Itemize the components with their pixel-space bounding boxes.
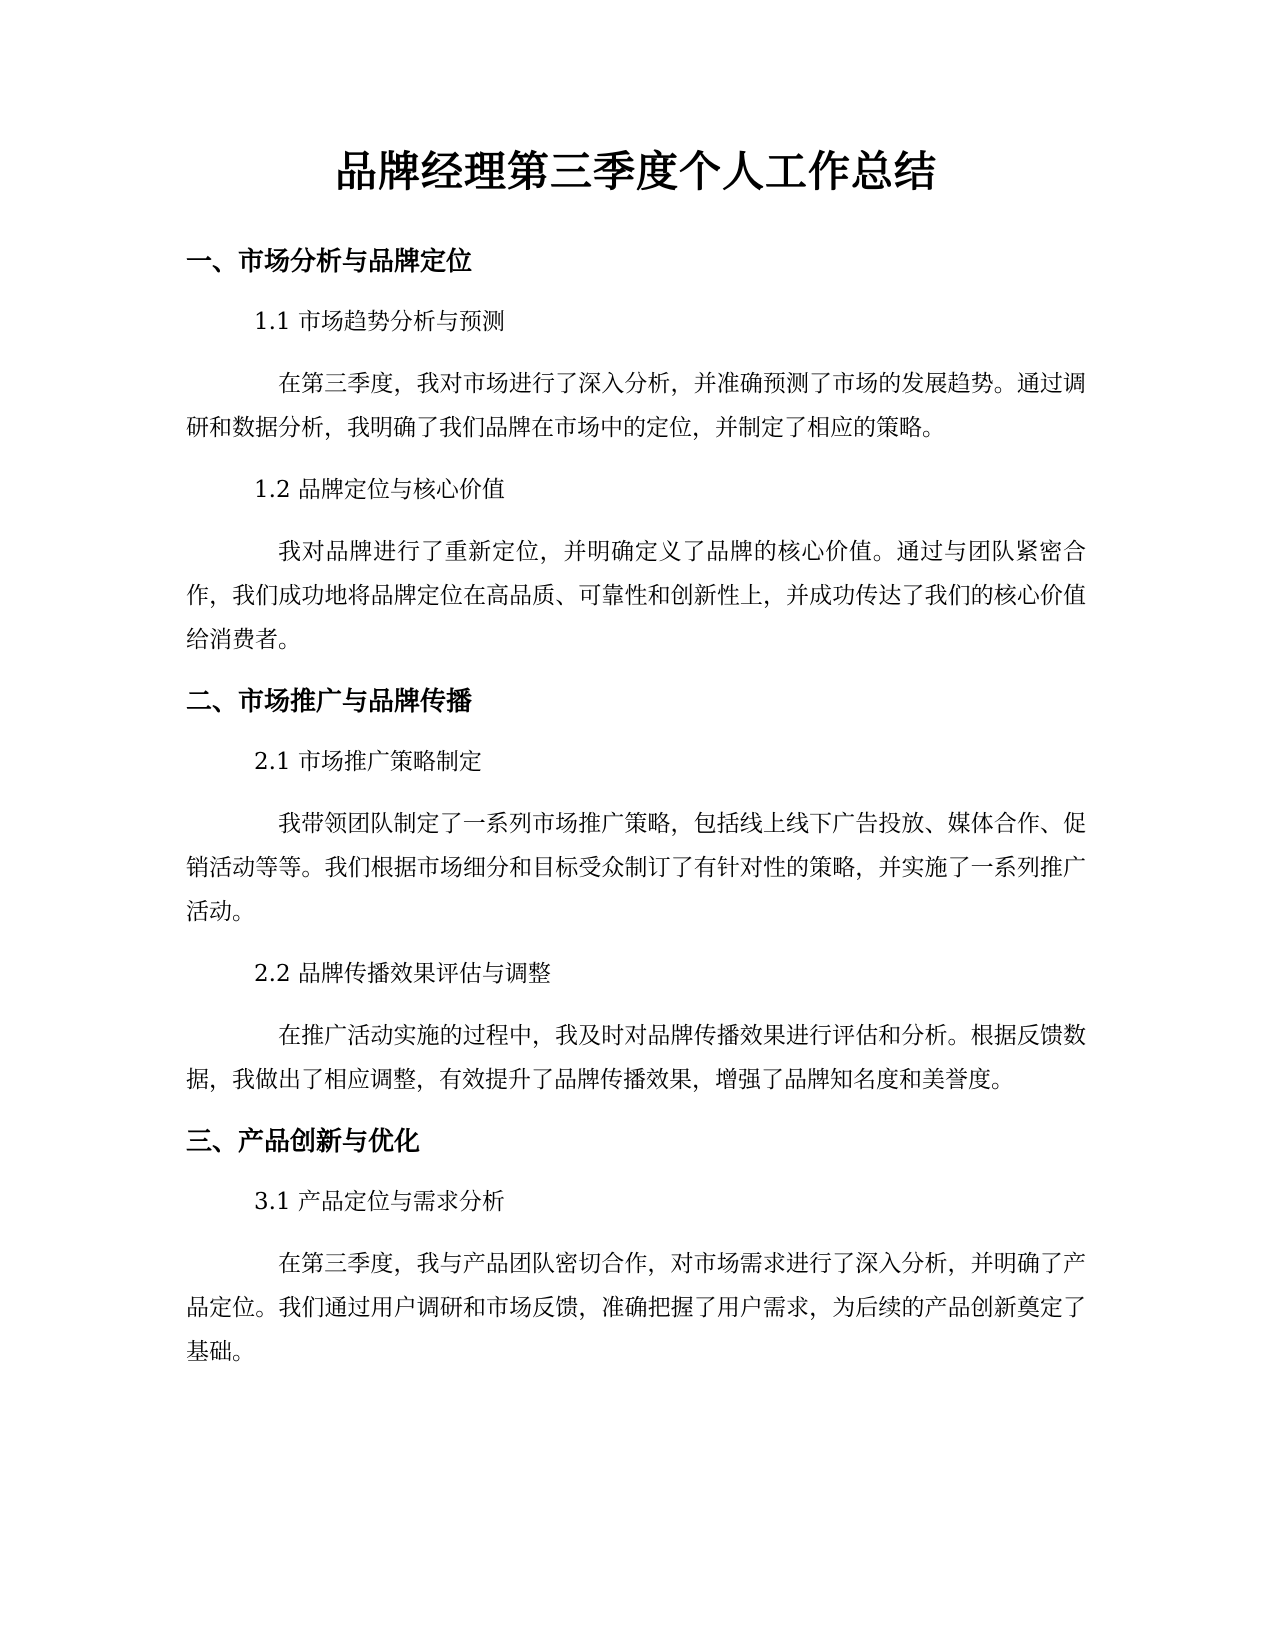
subsection-heading: 2.1 市场推广策略制定	[254, 749, 482, 775]
document-title: 品牌经理第三季度个人工作总结	[334, 147, 937, 196]
paragraph: 我对品牌进行了重新定位，并明确定义了品牌的核心价值。通过与团队紧密合作，我们成功地将品牌定位在高品质、可靠性和创新性上，并成功传达了我们的核心价值给消费者。	[186, 539, 1086, 653]
paragraph: 我带领团队制定了一系列市场推广策略，包括线上线下广告投放、媒体合作、促销活动等等。我们根据市场细分和目标受众制订了有针对性的策略，并实施了一系列推广活动。	[186, 811, 1086, 925]
section-1	[186, 242, 1086, 662]
subsection-heading: 3.1 产品定位与需求分析	[254, 1189, 505, 1215]
section-heading: 二、市场推广与品牌传播	[186, 687, 473, 717]
subsection-heading: 1.2 品牌定位与核心价值	[254, 477, 505, 503]
section-2	[186, 682, 1086, 1102]
subsection-heading: 2.2 品牌传播效果评估与调整	[254, 961, 551, 987]
section-3	[186, 1122, 1086, 1374]
document-page	[186, 140, 1086, 1394]
paragraph: 在推广活动实施的过程中，我及时对品牌传播效果进行评估和分析。根据反馈数据，我做出了相应调整，有效提升了品牌传播效果，增强了品牌知名度和美誉度。	[186, 1023, 1086, 1093]
paragraph: 在第三季度，我与产品团队密切合作，对市场需求进行了深入分析，并明确了产品定位。我们通过用户调研和市场反馈，准确把握了用户需求，为后续的产品创新奠定了基础。	[186, 1251, 1086, 1365]
paragraph: 在第三季度，我对市场进行了深入分析，并准确预测了市场的发展趋势。通过调研和数据分析，我明确了我们品牌在市场中的定位，并制定了相应的策略。	[186, 371, 1086, 441]
section-heading: 一、市场分析与品牌定位	[186, 247, 473, 277]
section-heading: 三、产品创新与优化	[186, 1127, 421, 1157]
subsection-heading: 1.1 市场趋势分析与预测	[254, 309, 505, 335]
